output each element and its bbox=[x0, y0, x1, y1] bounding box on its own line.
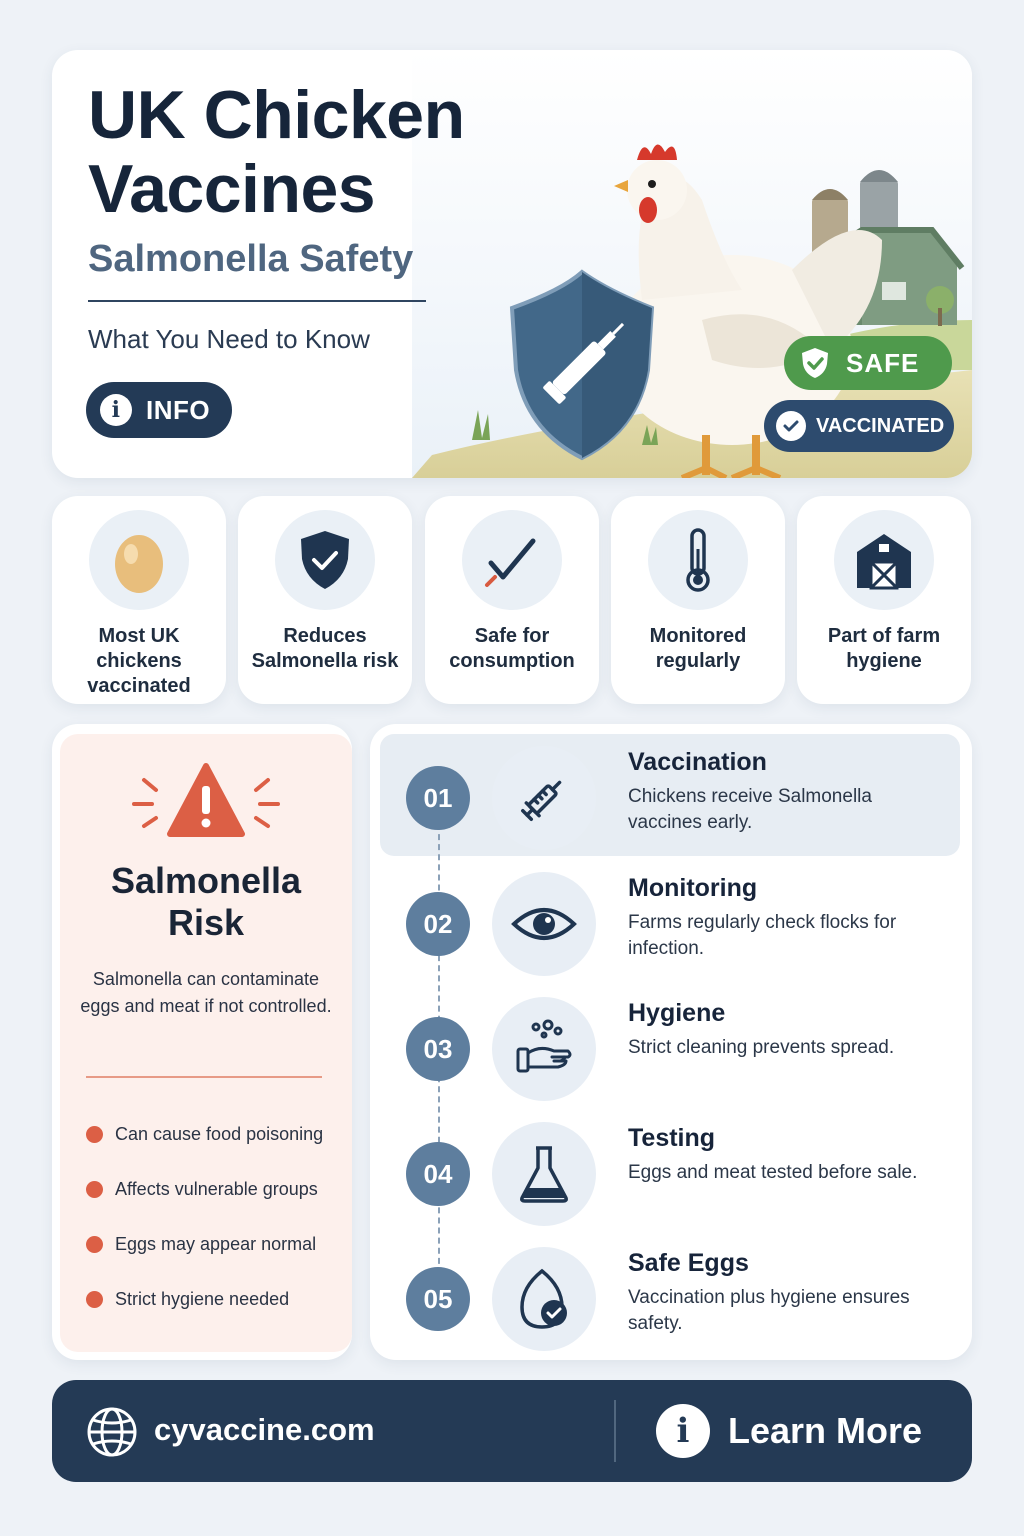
step-title: Monitoring bbox=[628, 874, 758, 902]
syringe-icon bbox=[492, 746, 596, 850]
thermometer-icon bbox=[648, 510, 748, 610]
step-item-testing bbox=[370, 1120, 972, 1230]
step-number: 04 bbox=[406, 1142, 470, 1206]
bullet-dot bbox=[86, 1291, 103, 1308]
page-title bbox=[88, 78, 465, 226]
footer-divider bbox=[614, 1400, 616, 1462]
step-description: Vaccination plus hygiene ensures safety. bbox=[628, 1287, 910, 1334]
syringe-icon bbox=[462, 510, 562, 610]
learn-more-button[interactable] bbox=[656, 1402, 922, 1460]
hero-tagline: What You Need to Know bbox=[88, 324, 370, 354]
info-button-label: INFO bbox=[146, 394, 211, 425]
risk-divider bbox=[86, 1076, 322, 1078]
feature-card-vaccinated bbox=[52, 496, 226, 704]
shield-check-icon bbox=[275, 510, 375, 610]
egg-icon bbox=[89, 510, 189, 610]
risk-list-item bbox=[86, 1175, 323, 1203]
learn-more-label: Learn More bbox=[728, 1410, 923, 1451]
step-title: Testing bbox=[628, 1124, 716, 1152]
risk-panel bbox=[60, 734, 352, 1352]
feature-card-monitored bbox=[611, 496, 785, 704]
step-number: 05 bbox=[406, 1267, 470, 1331]
barn-icon bbox=[834, 510, 934, 610]
title-line-2: Vaccines bbox=[88, 151, 376, 227]
step-title: Vaccination bbox=[628, 748, 767, 776]
risk-item-text: Affects vulnerable groups bbox=[115, 1178, 318, 1199]
bullet-dot bbox=[86, 1236, 103, 1253]
bullet-dot bbox=[86, 1181, 103, 1198]
title-line-1: UK Chicken bbox=[88, 77, 465, 153]
step-item-monitoring bbox=[370, 870, 972, 980]
hero-divider bbox=[88, 300, 426, 302]
bullet-dot bbox=[86, 1126, 103, 1143]
check-circle-icon bbox=[776, 411, 806, 441]
feature-label: Reduces Salmonella risk bbox=[251, 625, 399, 672]
website-link[interactable]: cyvaccine.com bbox=[154, 1412, 375, 1447]
risk-list-item bbox=[86, 1285, 323, 1313]
risk-list bbox=[86, 1120, 323, 1340]
step-description: Eggs and meat tested before sale. bbox=[628, 1162, 918, 1183]
step-description: Farms regularly check flocks for infection. bbox=[628, 912, 897, 959]
feature-card-reduces-risk bbox=[238, 496, 412, 704]
risk-title-line-2: Risk bbox=[167, 902, 245, 943]
risk-title bbox=[60, 860, 352, 944]
vaccinated-badge-label: VACCINATED bbox=[816, 414, 945, 437]
safe-badge bbox=[784, 336, 952, 390]
feature-card-farm-hygiene bbox=[797, 496, 971, 704]
footer-bar bbox=[52, 1380, 972, 1482]
eye-icon bbox=[492, 872, 596, 976]
step-item-vaccination bbox=[370, 744, 972, 854]
hero-subtitle: Salmonella Safety bbox=[88, 238, 414, 280]
step-item-hygiene bbox=[370, 995, 972, 1105]
step-number: 03 bbox=[406, 1017, 470, 1081]
step-number: 01 bbox=[406, 766, 470, 830]
feature-label: Part of farm hygiene bbox=[827, 625, 941, 672]
feature-label: Monitored regularly bbox=[649, 625, 747, 672]
steps-card bbox=[370, 724, 972, 1360]
risk-description: Salmonella can contaminate eggs and meat if not controlled. bbox=[80, 969, 332, 1016]
risk-list-item bbox=[86, 1120, 323, 1148]
step-title: Hygiene bbox=[628, 999, 726, 1027]
vaccinated-badge bbox=[764, 400, 954, 452]
risk-item-text: Eggs may appear normal bbox=[115, 1233, 317, 1254]
flask-icon bbox=[492, 1122, 596, 1226]
hero-card bbox=[52, 50, 972, 478]
risk-list-item bbox=[86, 1230, 323, 1258]
hand-wash-icon bbox=[492, 997, 596, 1101]
risk-title-line-1: Salmonella bbox=[110, 860, 302, 901]
globe-icon bbox=[86, 1406, 138, 1458]
info-button[interactable] bbox=[86, 382, 232, 438]
info-icon: i bbox=[100, 394, 132, 426]
feature-card-safe-consumption bbox=[425, 496, 599, 704]
step-description: Chickens receive Salmonella vaccines early. bbox=[628, 786, 872, 833]
safe-badge-label: SAFE bbox=[846, 347, 920, 378]
feature-label: Safe for consumption bbox=[449, 625, 575, 672]
egg-check-icon bbox=[492, 1247, 596, 1351]
shield-check-icon bbox=[800, 346, 830, 380]
step-item-safe-eggs bbox=[370, 1245, 972, 1355]
feature-label: Most UK chickens vaccinated bbox=[87, 625, 191, 697]
step-description: Strict cleaning prevents spread. bbox=[628, 1037, 895, 1058]
risk-item-text: Strict hygiene needed bbox=[115, 1288, 290, 1309]
step-number: 02 bbox=[406, 892, 470, 956]
info-icon: i bbox=[656, 1404, 710, 1458]
step-title: Safe Eggs bbox=[628, 1249, 749, 1277]
risk-item-text: Can cause food poisoning bbox=[115, 1123, 324, 1144]
warning-icon bbox=[126, 760, 286, 844]
